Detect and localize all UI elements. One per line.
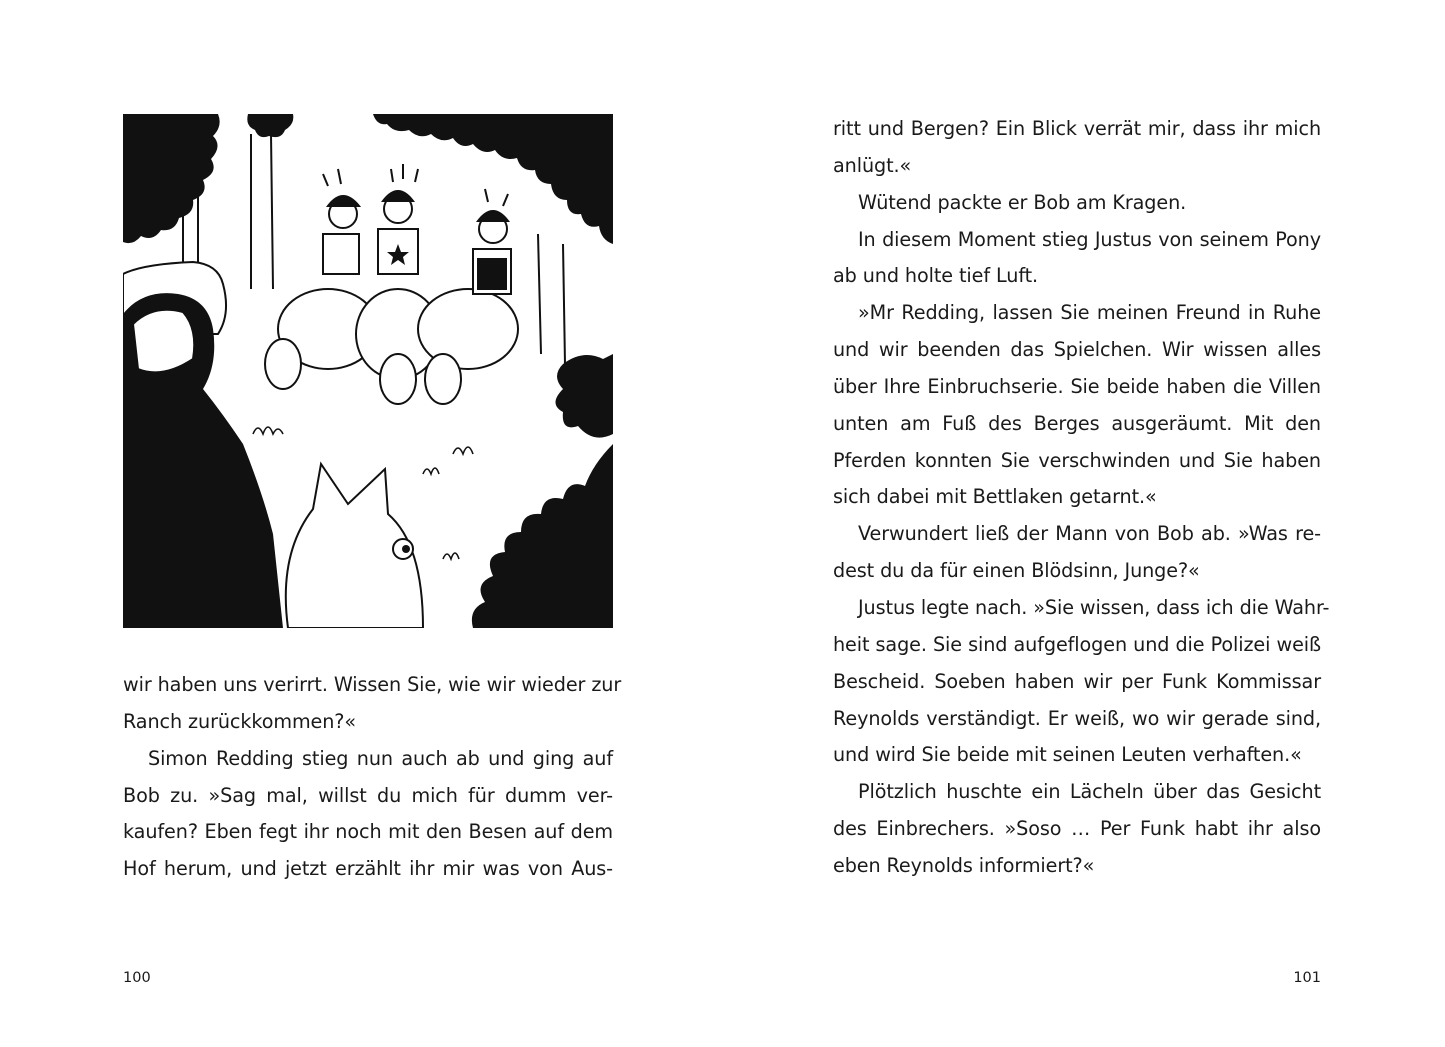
text-line: Bescheid. Soeben haben wir per Funk Kommissar <box>833 669 1321 693</box>
text-line: des Einbrechers. »Soso … Per Funk habt ihr also <box>833 817 1321 841</box>
text-line: Reynolds verständigt. Er weiß, wo wir gerade sind, <box>833 706 1321 730</box>
text-line: Simon Redding stieg nun auch ab und ging auf <box>148 746 613 770</box>
right-page-text <box>833 111 1330 885</box>
text-line: In diesem Moment stieg Justus von seinem Pony <box>858 227 1321 251</box>
text-line: heit sage. Sie sind aufgeflogen und die Polizei weiß <box>833 632 1321 656</box>
text-line: über Ihre Einbruchserie. Sie beide haben die Villen <box>833 374 1321 398</box>
text-line: Ranch zurückkommen?« <box>123 709 357 733</box>
text-line: unten am Fuß des Berges ausgeräumt. Mit den <box>833 411 1321 435</box>
page-number-left: 100 <box>123 970 151 986</box>
text-line: Plötzlich huschte ein Lächeln über das Gesicht <box>858 780 1321 804</box>
page-number-right: 101 <box>1293 970 1321 986</box>
text-line: sich dabei mit Bettlaken getarnt.« <box>833 485 1157 509</box>
text-line: Bob zu. »Sag mal, willst du mich für dumm ver- <box>123 783 613 807</box>
left-page <box>0 0 722 1047</box>
text-line: und wird Sie beide mit seinen Leuten verhaften.« <box>833 743 1302 767</box>
text-line: ritt und Bergen? Ein Blick verrät mir, dass ihr mich <box>833 117 1321 140</box>
text-line: Wütend packte er Bob am Kragen. <box>858 190 1187 214</box>
illustration-riders-in-forest <box>123 114 613 628</box>
right-page <box>722 0 1445 1047</box>
text-line: Hof herum, und jetzt erzählt ihr mir was von Aus- <box>123 857 613 881</box>
text-line: kaufen? Eben fegt ihr noch mit den Besen auf dem <box>123 820 613 844</box>
text-line: Verwundert ließ der Mann von Bob ab. »Was re- <box>858 522 1321 546</box>
text-line: anlügt.« <box>833 153 912 177</box>
text-line: eben Reynolds informiert?« <box>833 853 1095 877</box>
comic-illustration-icon <box>123 114 613 628</box>
text-line: ab und holte tief Luft. <box>833 264 1039 288</box>
text-line: wir haben uns verirrt. Wissen Sie, wie wir wieder zur <box>123 673 622 696</box>
text-line: Justus legte nach. »Sie wissen, dass ich die Wahr- <box>858 595 1330 619</box>
text-line: und wir beenden das Spielchen. Wir wissen alles <box>833 338 1321 362</box>
text-line: dest du da für einen Blödsinn, Junge?« <box>833 559 1200 583</box>
text-line: Pferden konnten Sie verschwinden und Sie haben <box>833 448 1321 472</box>
text-line: »Mr Redding, lassen Sie meinen Freund in Ruhe <box>858 301 1321 325</box>
left-page-text <box>123 667 622 888</box>
